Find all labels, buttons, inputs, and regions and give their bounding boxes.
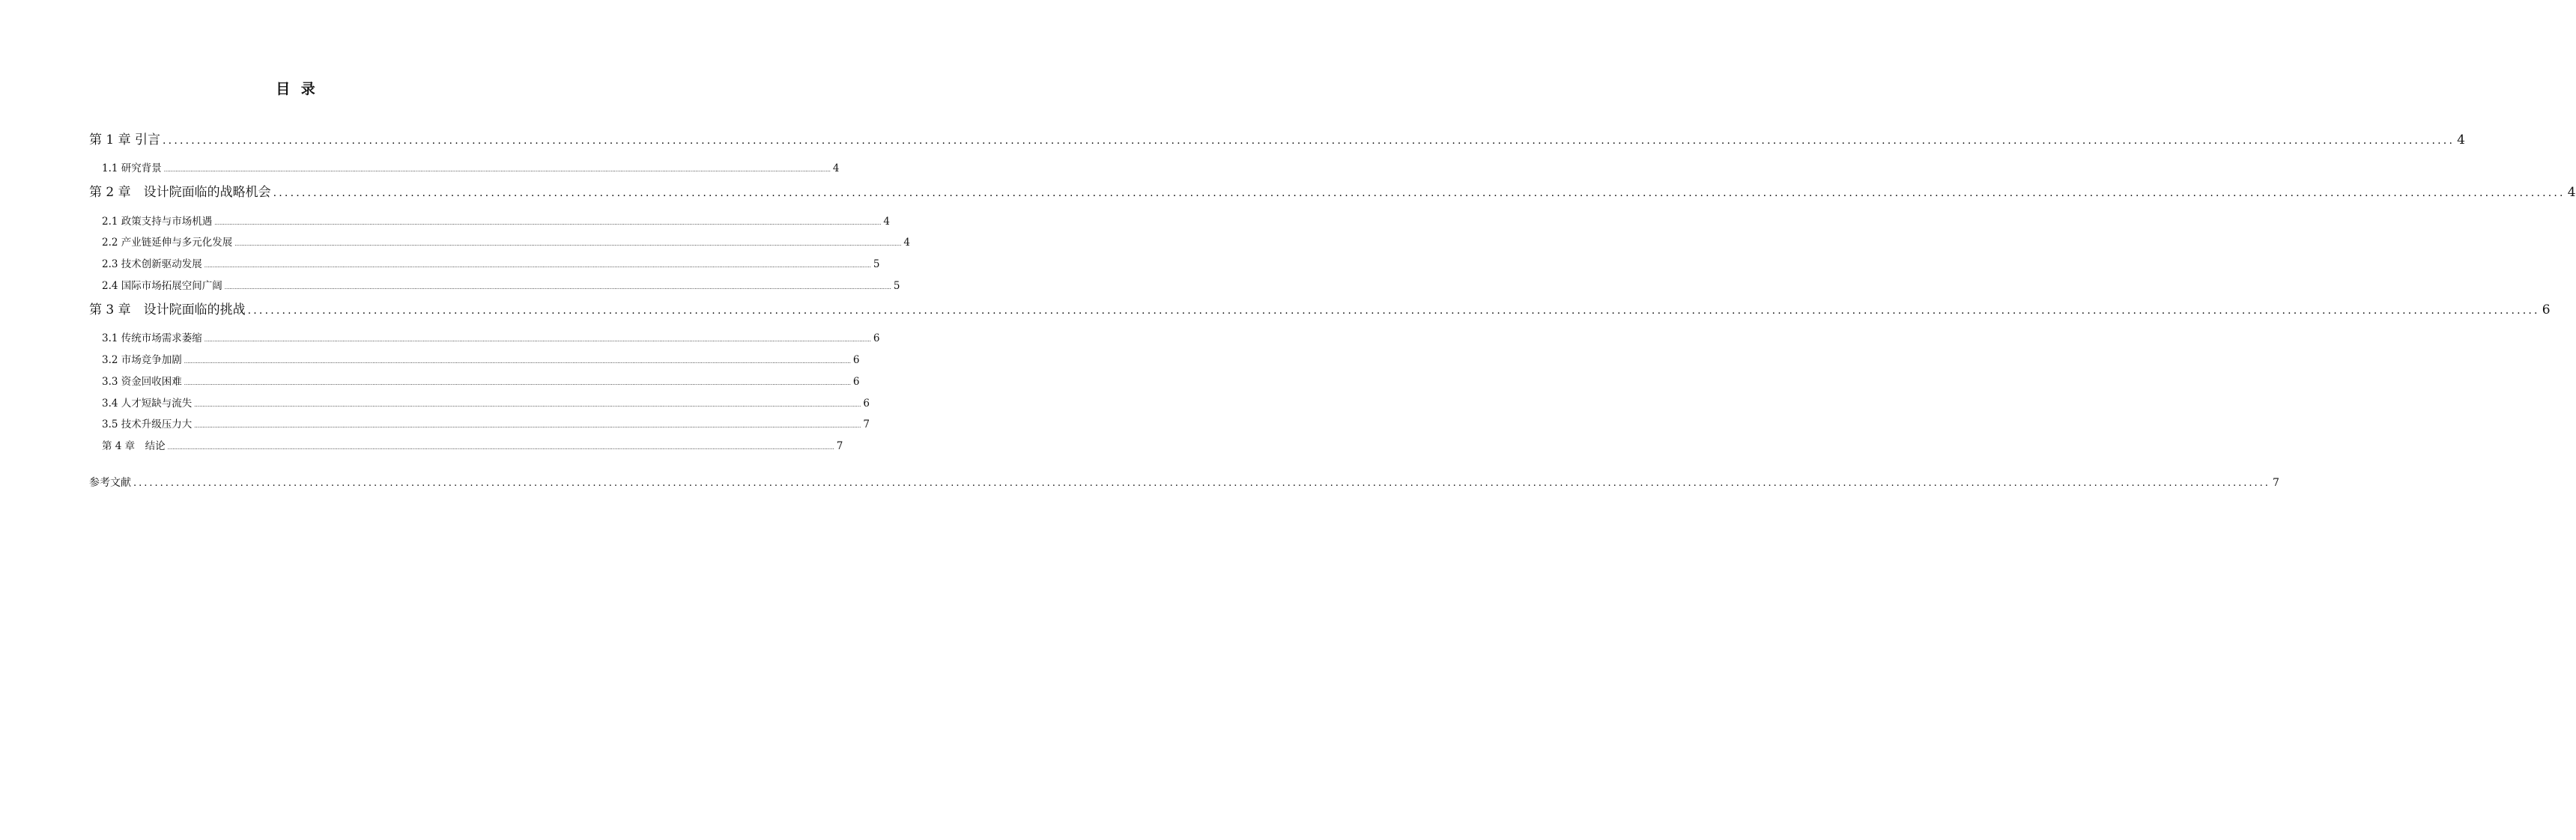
toc-entry-section-3-5[interactable] [102,416,870,430]
dot-leader: ................................................................................................................................................................................................................................................................................................................................................................................................................ [224,284,891,290]
dot-leader: ................................................................................................................................................................................................................................................................................................................................................................................................................ [234,241,902,247]
toc-entry-label: 第 1 章 引言 [89,133,161,147]
toc-entry-label: 3.2 市场竞争加剧 [102,354,182,366]
toc-entry-page: 4 [2567,185,2576,200]
toc-entry-label: 3.5 技术升级压力大 [102,419,193,430]
toc-entry-page: 6 [863,398,870,410]
toc-entry-page: 7 [836,440,843,452]
toc-entry-label: 参考文献 [89,477,131,489]
toc-entry-page: 6 [852,354,860,366]
toc-entry-label: 第 3 章 设计院面临的挑战 [89,302,246,317]
toc-entry-section-2-3[interactable] [102,255,880,270]
toc-entry-label: 第 4 章 结论 [102,440,166,452]
toc-entry-chapter-2[interactable] [89,181,2576,200]
dot-leader: ................................................................................................................................................................................................................................................................................................................................................................................................................ [194,423,861,429]
toc-entry-label: 2.2 产业链延伸与多元化发展 [102,237,233,249]
toc-entry-page: 6 [852,376,860,388]
toc-entry-page: 7 [863,419,870,430]
toc-entry-label: 第 2 章 设计院面临的战略机会 [89,185,271,200]
toc-entry-section-3-1[interactable] [102,329,880,344]
toc-entry-label: 2.1 政策支持与市场机遇 [102,216,213,228]
dot-leader: ................................................................................................................................................................................................................................................................................................................................................................................................................ [273,187,2566,199]
toc-entry-section-3-3[interactable] [102,373,860,388]
toc-entry-references[interactable] [89,475,2279,490]
toc-entry-page: 7 [2272,477,2279,489]
dot-leader: ................................................................................................................................................................................................................................................................................................................................................................................................................ [214,220,882,226]
dot-leader: ................................................................................................................................................................................................................................................................................................................................................................................................................ [163,167,831,173]
toc-entry-page: 4 [832,162,840,174]
dot-leader: ................................................................................................................................................................................................................................................................................................................................................................................................................ [204,263,871,269]
toc-entry-section-3-2[interactable] [102,351,860,366]
dot-leader: ................................................................................................................................................................................................................................................................................................................................................................................................................ [204,337,871,343]
toc-entry-page: 6 [873,332,880,344]
toc-entry-label: 3.1 传统市场需求萎缩 [102,332,202,344]
toc-entry-chapter-1[interactable] [89,129,2465,147]
dot-leader: ................................................................................................................................................................................................................................................................................................................................................................................................................ [194,402,861,408]
toc-entry-section-1-1[interactable] [102,159,840,174]
toc-entry-chapter-4[interactable] [102,437,843,452]
dot-leader: ................................................................................................................................................................................................................................................................................................................................................................................................................ [247,305,2540,317]
dot-leader: ................................................................................................................................................................................................................................................................................................................................................................................................................ [167,445,834,451]
toc-title: 目 录 [276,81,318,97]
toc-entry-label: 2.3 技术创新驱动发展 [102,258,202,270]
toc-entry-page: 4 [903,237,910,249]
dot-leader: ................................................................................................................................................................................................................................................................................................................................................................................................................ [184,380,851,386]
toc-entry-page: 5 [893,280,900,292]
toc-entry-label: 3.4 人才短缺与流失 [102,398,193,410]
toc-entry-page: 5 [873,258,880,270]
toc-entry-label: 1.1 研究背景 [102,162,162,174]
toc-entry-page: 4 [883,216,890,228]
toc-entry-page: 4 [2457,133,2465,147]
toc-entry-page: 6 [2542,302,2551,317]
toc-entry-section-2-4[interactable] [102,277,900,292]
toc-entry-chapter-3[interactable] [89,299,2551,317]
dot-leader: ................................................................................................................................................................................................................................................................................................................................................................................................................ [184,359,851,365]
toc-entry-label: 3.3 资金回收困难 [102,376,182,388]
toc-entry-label: 2.4 国际市场拓展空间广阔 [102,280,222,292]
dot-leader: ................................................................................................................................................................................................................................................................................................................................................................................................................ [163,135,2455,147]
toc-entry-section-2-1[interactable] [102,213,890,228]
toc-entry-section-2-2[interactable] [102,234,910,249]
toc-entry-section-3-4[interactable] [102,395,870,410]
dot-leader: ................................................................................................................................................................................................................................................................................................................................................................................................................ [133,478,2270,489]
